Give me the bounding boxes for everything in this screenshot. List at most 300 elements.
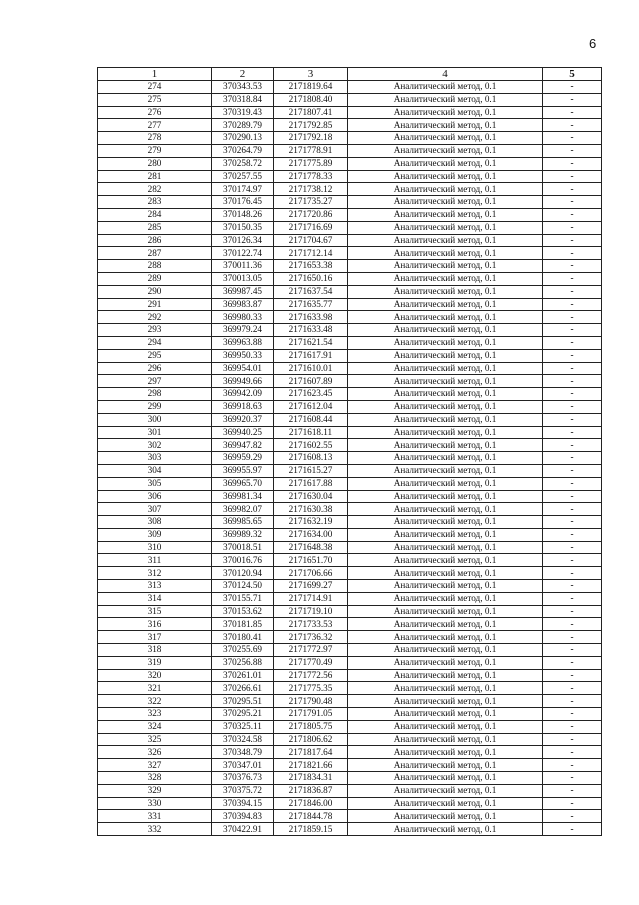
- point-number-cell: 329: [98, 784, 212, 797]
- point-number-cell: 316: [98, 618, 212, 631]
- point-number-cell: 282: [98, 183, 212, 196]
- table-row: [98, 285, 602, 298]
- table-row: [98, 234, 602, 247]
- y-coordinate-cell: 2171648.38: [274, 541, 348, 554]
- x-coordinate-cell: 369955.97: [212, 464, 274, 477]
- method-cell: Аналитический метод, 0.1: [348, 170, 543, 183]
- description-cell: -: [543, 605, 602, 618]
- description-cell: -: [543, 106, 602, 119]
- y-coordinate-cell: 2171775.89: [274, 157, 348, 170]
- y-coordinate-cell: 2171699.27: [274, 580, 348, 593]
- method-cell: Аналитический метод, 0.1: [348, 260, 543, 273]
- x-coordinate-cell: 370422.91: [212, 823, 274, 836]
- point-number-cell: 296: [98, 362, 212, 375]
- point-number-cell: 319: [98, 656, 212, 669]
- table-row: [98, 810, 602, 823]
- description-cell: -: [543, 183, 602, 196]
- method-cell: Аналитический метод, 0.1: [348, 464, 543, 477]
- method-cell: Аналитический метод, 0.1: [348, 554, 543, 567]
- table-row: [98, 144, 602, 157]
- table-row: [98, 132, 602, 145]
- x-coordinate-cell: 370343.53: [212, 81, 274, 94]
- point-number-cell: 301: [98, 426, 212, 439]
- description-cell: -: [543, 375, 602, 388]
- x-coordinate-cell: 370148.26: [212, 208, 274, 221]
- x-coordinate-cell: 370018.51: [212, 541, 274, 554]
- point-number-cell: 328: [98, 772, 212, 785]
- x-coordinate-cell: 370257.55: [212, 170, 274, 183]
- description-cell: -: [543, 170, 602, 183]
- description-cell: -: [543, 541, 602, 554]
- x-coordinate-cell: 370153.62: [212, 605, 274, 618]
- method-cell: Аналитический метод, 0.1: [348, 618, 543, 631]
- method-cell: Аналитический метод, 0.1: [348, 720, 543, 733]
- description-cell: -: [543, 452, 602, 465]
- x-coordinate-cell: 370174.97: [212, 183, 274, 196]
- x-coordinate-cell: 370261.01: [212, 669, 274, 682]
- table-row: [98, 746, 602, 759]
- y-coordinate-cell: 2171630.04: [274, 490, 348, 503]
- point-number-cell: 292: [98, 311, 212, 324]
- x-coordinate-cell: 370376.73: [212, 772, 274, 785]
- table-row: [98, 618, 602, 631]
- y-coordinate-cell: 2171608.13: [274, 452, 348, 465]
- y-coordinate-cell: 2171772.97: [274, 644, 348, 657]
- table-row: [98, 400, 602, 413]
- point-number-cell: 323: [98, 708, 212, 721]
- method-cell: Аналитический метод, 0.1: [348, 362, 543, 375]
- x-coordinate-cell: 370258.72: [212, 157, 274, 170]
- table-row: [98, 196, 602, 209]
- table-row: [98, 631, 602, 644]
- x-coordinate-cell: 369985.65: [212, 516, 274, 529]
- y-coordinate-cell: 2171844.78: [274, 810, 348, 823]
- table-row: [98, 170, 602, 183]
- point-number-cell: 286: [98, 234, 212, 247]
- y-coordinate-cell: 2171778.91: [274, 144, 348, 157]
- y-coordinate-cell: 2171618.11: [274, 426, 348, 439]
- point-number-cell: 290: [98, 285, 212, 298]
- table-header: [98, 68, 602, 81]
- point-number-cell: 291: [98, 298, 212, 311]
- description-cell: -: [543, 618, 602, 631]
- x-coordinate-cell: 370181.85: [212, 618, 274, 631]
- x-coordinate-cell: 370295.51: [212, 695, 274, 708]
- point-number-cell: 324: [98, 720, 212, 733]
- x-coordinate-cell: 370290.13: [212, 132, 274, 145]
- header-description: 5: [543, 68, 602, 81]
- table-row: [98, 106, 602, 119]
- point-number-cell: 289: [98, 272, 212, 285]
- point-number-cell: 318: [98, 644, 212, 657]
- method-cell: Аналитический метод, 0.1: [348, 541, 543, 554]
- y-coordinate-cell: 2171791.05: [274, 708, 348, 721]
- header-method: 4: [348, 68, 543, 81]
- method-cell: Аналитический метод, 0.1: [348, 746, 543, 759]
- point-number-cell: 327: [98, 759, 212, 772]
- method-cell: Аналитический метод, 0.1: [348, 477, 543, 490]
- point-number-cell: 293: [98, 324, 212, 337]
- table-row: [98, 311, 602, 324]
- description-cell: -: [543, 221, 602, 234]
- description-cell: -: [543, 810, 602, 823]
- table-row: [98, 221, 602, 234]
- method-cell: Аналитический метод, 0.1: [348, 388, 543, 401]
- table-row: [98, 695, 602, 708]
- point-number-cell: 298: [98, 388, 212, 401]
- y-coordinate-cell: 2171650.16: [274, 272, 348, 285]
- page-number: 6: [589, 36, 597, 51]
- method-cell: Аналитический метод, 0.1: [348, 759, 543, 772]
- point-number-cell: 285: [98, 221, 212, 234]
- method-cell: Аналитический метод, 0.1: [348, 132, 543, 145]
- description-cell: -: [543, 631, 602, 644]
- table-row: [98, 720, 602, 733]
- description-cell: -: [543, 285, 602, 298]
- description-cell: -: [543, 132, 602, 145]
- x-coordinate-cell: 370016.76: [212, 554, 274, 567]
- table-row: [98, 375, 602, 388]
- method-cell: Аналитический метод, 0.1: [348, 81, 543, 94]
- y-coordinate-cell: 2171733.53: [274, 618, 348, 631]
- x-coordinate-cell: 369959.29: [212, 452, 274, 465]
- x-coordinate-cell: 369942.09: [212, 388, 274, 401]
- method-cell: Аналитический метод, 0.1: [348, 516, 543, 529]
- x-coordinate-cell: 369979.24: [212, 324, 274, 337]
- point-number-cell: 284: [98, 208, 212, 221]
- description-cell: -: [543, 144, 602, 157]
- description-cell: -: [543, 554, 602, 567]
- x-coordinate-cell: 370394.15: [212, 797, 274, 810]
- x-coordinate-cell: 369963.88: [212, 336, 274, 349]
- table-row: [98, 336, 602, 349]
- y-coordinate-cell: 2171792.85: [274, 119, 348, 132]
- x-coordinate-cell: 370289.79: [212, 119, 274, 132]
- method-cell: Аналитический метод, 0.1: [348, 375, 543, 388]
- x-coordinate-cell: 369918.63: [212, 400, 274, 413]
- point-number-cell: 274: [98, 81, 212, 94]
- description-cell: -: [543, 247, 602, 260]
- description-cell: -: [543, 682, 602, 695]
- method-cell: Аналитический метод, 0.1: [348, 503, 543, 516]
- x-coordinate-cell: 370124.50: [212, 580, 274, 593]
- point-number-cell: 287: [98, 247, 212, 260]
- point-number-cell: 314: [98, 592, 212, 605]
- x-coordinate-cell: 370295.21: [212, 708, 274, 721]
- point-number-cell: 332: [98, 823, 212, 836]
- x-coordinate-cell: 369965.70: [212, 477, 274, 490]
- table-row: [98, 183, 602, 196]
- method-cell: Аналитический метод, 0.1: [348, 733, 543, 746]
- point-number-cell: 315: [98, 605, 212, 618]
- description-cell: -: [543, 362, 602, 375]
- y-coordinate-cell: 2171821.66: [274, 759, 348, 772]
- description-cell: -: [543, 490, 602, 503]
- y-coordinate-cell: 2171706.66: [274, 567, 348, 580]
- point-number-cell: 326: [98, 746, 212, 759]
- method-cell: Аналитический метод, 0.1: [348, 324, 543, 337]
- x-coordinate-cell: 369947.82: [212, 439, 274, 452]
- method-cell: Аналитический метод, 0.1: [348, 157, 543, 170]
- point-number-cell: 305: [98, 477, 212, 490]
- method-cell: Аналитический метод, 0.1: [348, 631, 543, 644]
- x-coordinate-cell: 370264.79: [212, 144, 274, 157]
- table-row: [98, 119, 602, 132]
- table-row: [98, 93, 602, 106]
- point-number-cell: 325: [98, 733, 212, 746]
- description-cell: -: [543, 388, 602, 401]
- table-row: [98, 477, 602, 490]
- x-coordinate-cell: 370176.45: [212, 196, 274, 209]
- table-row: [98, 592, 602, 605]
- table-row: [98, 644, 602, 657]
- point-number-cell: 331: [98, 810, 212, 823]
- coordinates-table: [97, 67, 602, 836]
- description-cell: -: [543, 516, 602, 529]
- point-number-cell: 294: [98, 336, 212, 349]
- point-number-cell: 300: [98, 413, 212, 426]
- description-cell: -: [543, 260, 602, 273]
- method-cell: Аналитический метод, 0.1: [348, 810, 543, 823]
- y-coordinate-cell: 2171637.54: [274, 285, 348, 298]
- point-number-cell: 311: [98, 554, 212, 567]
- table-row: [98, 733, 602, 746]
- method-cell: Аналитический метод, 0.1: [348, 413, 543, 426]
- point-number-cell: 299: [98, 400, 212, 413]
- point-number-cell: 278: [98, 132, 212, 145]
- description-cell: -: [543, 93, 602, 106]
- description-cell: -: [543, 567, 602, 580]
- x-coordinate-cell: 370266.61: [212, 682, 274, 695]
- method-cell: Аналитический метод, 0.1: [348, 656, 543, 669]
- method-cell: Аналитический метод, 0.1: [348, 452, 543, 465]
- x-coordinate-cell: 369983.87: [212, 298, 274, 311]
- y-coordinate-cell: 2171846.00: [274, 797, 348, 810]
- point-number-cell: 312: [98, 567, 212, 580]
- description-cell: -: [543, 336, 602, 349]
- table-row: [98, 516, 602, 529]
- description-cell: -: [543, 580, 602, 593]
- point-number-cell: 304: [98, 464, 212, 477]
- header-point-number: 1: [98, 68, 212, 81]
- point-number-cell: 295: [98, 349, 212, 362]
- description-cell: -: [543, 157, 602, 170]
- y-coordinate-cell: 2171634.00: [274, 528, 348, 541]
- header-y-coordinate: 3: [274, 68, 348, 81]
- y-coordinate-cell: 2171712.14: [274, 247, 348, 260]
- point-number-cell: 276: [98, 106, 212, 119]
- point-number-cell: 307: [98, 503, 212, 516]
- y-coordinate-cell: 2171805.75: [274, 720, 348, 733]
- x-coordinate-cell: 370011.36: [212, 260, 274, 273]
- y-coordinate-cell: 2171735.27: [274, 196, 348, 209]
- x-coordinate-cell: 369940.25: [212, 426, 274, 439]
- y-coordinate-cell: 2171602.55: [274, 439, 348, 452]
- y-coordinate-cell: 2171714.91: [274, 592, 348, 605]
- table-row: [98, 503, 602, 516]
- y-coordinate-cell: 2171720.86: [274, 208, 348, 221]
- y-coordinate-cell: 2171633.48: [274, 324, 348, 337]
- description-cell: -: [543, 759, 602, 772]
- y-coordinate-cell: 2171612.04: [274, 400, 348, 413]
- x-coordinate-cell: 370255.69: [212, 644, 274, 657]
- x-coordinate-cell: 369980.33: [212, 311, 274, 324]
- point-number-cell: 321: [98, 682, 212, 695]
- table-row: [98, 247, 602, 260]
- table-row: [98, 208, 602, 221]
- point-number-cell: 330: [98, 797, 212, 810]
- description-cell: -: [543, 477, 602, 490]
- x-coordinate-cell: 369981.34: [212, 490, 274, 503]
- description-cell: -: [543, 656, 602, 669]
- description-cell: -: [543, 797, 602, 810]
- table-row: [98, 490, 602, 503]
- y-coordinate-cell: 2171738.12: [274, 183, 348, 196]
- point-number-cell: 275: [98, 93, 212, 106]
- description-cell: -: [543, 503, 602, 516]
- y-coordinate-cell: 2171819.64: [274, 81, 348, 94]
- method-cell: Аналитический метод, 0.1: [348, 797, 543, 810]
- description-cell: -: [543, 644, 602, 657]
- y-coordinate-cell: 2171719.10: [274, 605, 348, 618]
- table-row: [98, 260, 602, 273]
- y-coordinate-cell: 2171615.27: [274, 464, 348, 477]
- y-coordinate-cell: 2171617.91: [274, 349, 348, 362]
- table-row: [98, 272, 602, 285]
- point-number-cell: 317: [98, 631, 212, 644]
- y-coordinate-cell: 2171617.88: [274, 477, 348, 490]
- method-cell: Аналитический метод, 0.1: [348, 119, 543, 132]
- method-cell: Аналитический метод, 0.1: [348, 784, 543, 797]
- point-number-cell: 308: [98, 516, 212, 529]
- method-cell: Аналитический метод, 0.1: [348, 669, 543, 682]
- description-cell: -: [543, 119, 602, 132]
- method-cell: Аналитический метод, 0.1: [348, 528, 543, 541]
- method-cell: Аналитический метод, 0.1: [348, 823, 543, 836]
- x-coordinate-cell: 370155.71: [212, 592, 274, 605]
- description-cell: -: [543, 400, 602, 413]
- x-coordinate-cell: 370348.79: [212, 746, 274, 759]
- table-row: [98, 362, 602, 375]
- y-coordinate-cell: 2171716.69: [274, 221, 348, 234]
- table-row: [98, 759, 602, 772]
- y-coordinate-cell: 2171772.56: [274, 669, 348, 682]
- y-coordinate-cell: 2171807.41: [274, 106, 348, 119]
- y-coordinate-cell: 2171859.15: [274, 823, 348, 836]
- description-cell: -: [543, 298, 602, 311]
- table-row: [98, 605, 602, 618]
- method-cell: Аналитический метод, 0.1: [348, 439, 543, 452]
- description-cell: -: [543, 464, 602, 477]
- point-number-cell: 283: [98, 196, 212, 209]
- point-number-cell: 279: [98, 144, 212, 157]
- x-coordinate-cell: 370256.88: [212, 656, 274, 669]
- x-coordinate-cell: 369920.37: [212, 413, 274, 426]
- method-cell: Аналитический метод, 0.1: [348, 106, 543, 119]
- point-number-cell: 288: [98, 260, 212, 273]
- table-row: [98, 541, 602, 554]
- x-coordinate-cell: 370319.43: [212, 106, 274, 119]
- table-row: [98, 81, 602, 94]
- method-cell: Аналитический метод, 0.1: [348, 272, 543, 285]
- description-cell: -: [543, 196, 602, 209]
- description-cell: -: [543, 324, 602, 337]
- x-coordinate-cell: 370324.58: [212, 733, 274, 746]
- y-coordinate-cell: 2171770.49: [274, 656, 348, 669]
- method-cell: Аналитический метод, 0.1: [348, 682, 543, 695]
- description-cell: -: [543, 746, 602, 759]
- description-cell: -: [543, 733, 602, 746]
- table-row: [98, 413, 602, 426]
- x-coordinate-cell: 370318.84: [212, 93, 274, 106]
- method-cell: Аналитический метод, 0.1: [348, 298, 543, 311]
- table-row: [98, 772, 602, 785]
- table-row: [98, 554, 602, 567]
- y-coordinate-cell: 2171836.87: [274, 784, 348, 797]
- method-cell: Аналитический метод, 0.1: [348, 490, 543, 503]
- description-cell: -: [543, 413, 602, 426]
- method-cell: Аналитический метод, 0.1: [348, 695, 543, 708]
- y-coordinate-cell: 2171778.33: [274, 170, 348, 183]
- description-cell: -: [543, 528, 602, 541]
- method-cell: Аналитический метод, 0.1: [348, 285, 543, 298]
- table-body: [98, 81, 602, 836]
- method-cell: Аналитический метод, 0.1: [348, 336, 543, 349]
- x-coordinate-cell: 370347.01: [212, 759, 274, 772]
- table-row: [98, 669, 602, 682]
- method-cell: Аналитический метод, 0.1: [348, 196, 543, 209]
- method-cell: Аналитический метод, 0.1: [348, 247, 543, 260]
- table-row: [98, 324, 602, 337]
- point-number-cell: 302: [98, 439, 212, 452]
- table-row: [98, 580, 602, 593]
- y-coordinate-cell: 2171808.40: [274, 93, 348, 106]
- description-cell: -: [543, 208, 602, 221]
- y-coordinate-cell: 2171790.48: [274, 695, 348, 708]
- point-number-cell: 297: [98, 375, 212, 388]
- x-coordinate-cell: 370126.34: [212, 234, 274, 247]
- table-row: [98, 528, 602, 541]
- x-coordinate-cell: 369987.45: [212, 285, 274, 298]
- y-coordinate-cell: 2171630.38: [274, 503, 348, 516]
- description-cell: -: [543, 695, 602, 708]
- point-number-cell: 277: [98, 119, 212, 132]
- description-cell: -: [543, 439, 602, 452]
- y-coordinate-cell: 2171653.38: [274, 260, 348, 273]
- method-cell: Аналитический метод, 0.1: [348, 221, 543, 234]
- point-number-cell: 322: [98, 695, 212, 708]
- description-cell: -: [543, 669, 602, 682]
- method-cell: Аналитический метод, 0.1: [348, 93, 543, 106]
- x-coordinate-cell: 370150.35: [212, 221, 274, 234]
- x-coordinate-cell: 370122.74: [212, 247, 274, 260]
- method-cell: Аналитический метод, 0.1: [348, 580, 543, 593]
- table-row: [98, 656, 602, 669]
- point-number-cell: 313: [98, 580, 212, 593]
- table-row: [98, 426, 602, 439]
- table-row: [98, 784, 602, 797]
- x-coordinate-cell: 370180.41: [212, 631, 274, 644]
- method-cell: Аналитический метод, 0.1: [348, 208, 543, 221]
- table-row: [98, 708, 602, 721]
- table-row: [98, 823, 602, 836]
- table-row: [98, 157, 602, 170]
- y-coordinate-cell: 2171635.77: [274, 298, 348, 311]
- point-number-cell: 310: [98, 541, 212, 554]
- y-coordinate-cell: 2171632.19: [274, 516, 348, 529]
- description-cell: -: [543, 823, 602, 836]
- y-coordinate-cell: 2171621.54: [274, 336, 348, 349]
